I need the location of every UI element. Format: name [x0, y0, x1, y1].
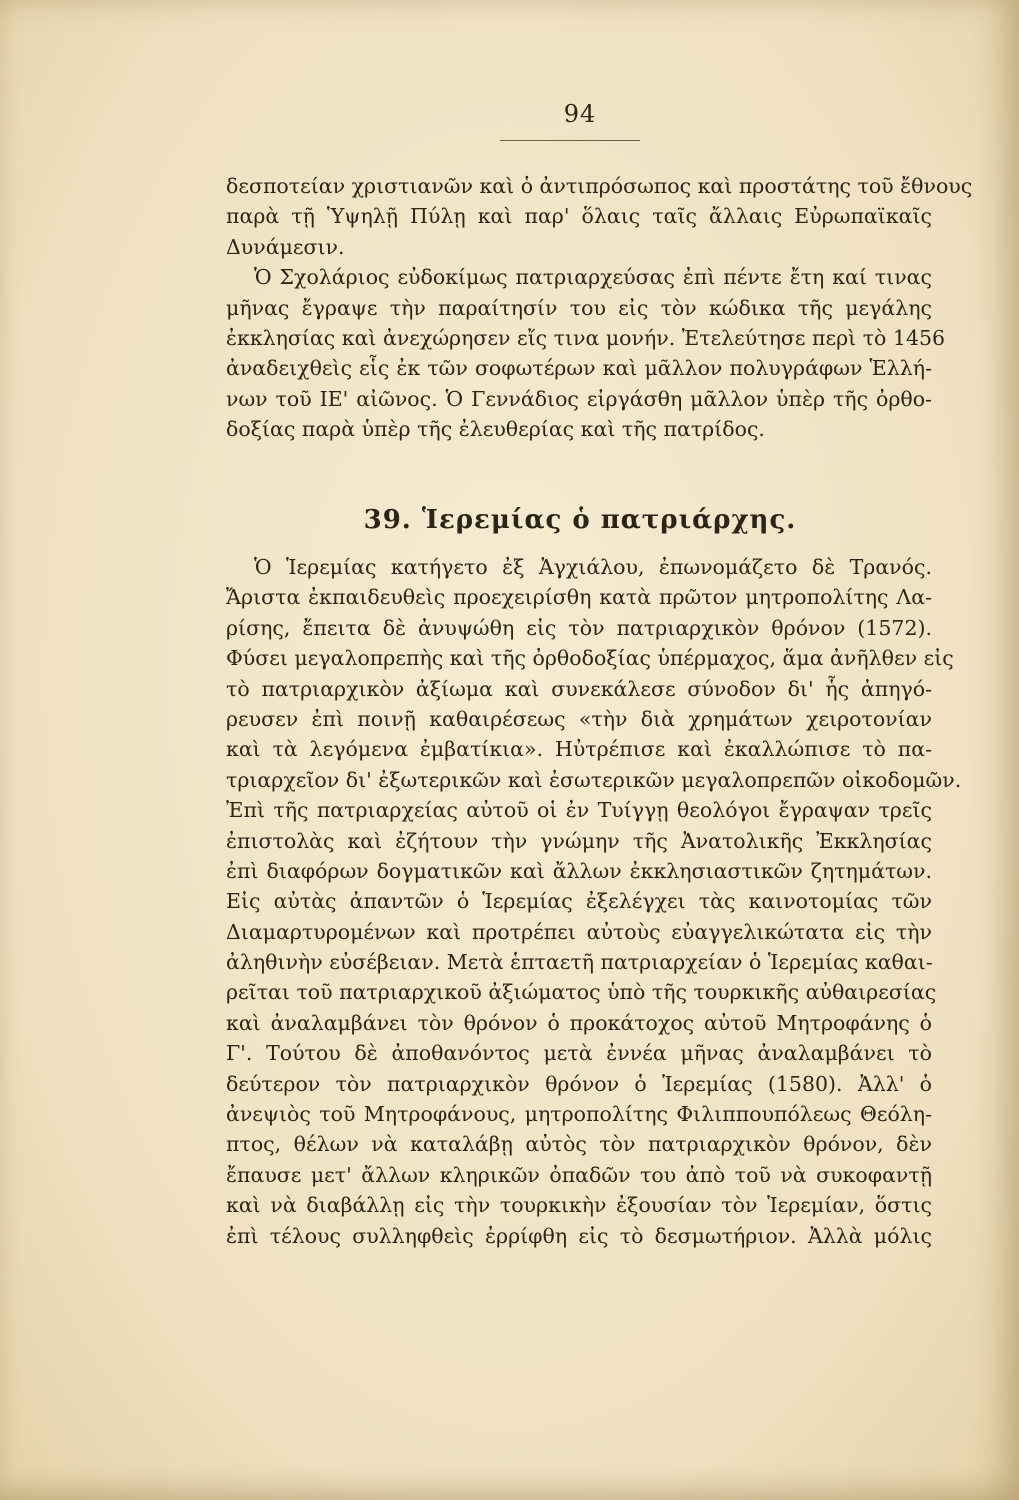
text-line: Φύσει μεγαλοπρεπὴς καὶ τῆς ὀρθοδοξίας ὑπέρμαχος, ἅμα ἀνῆλθεν εἰς [226, 646, 954, 671]
text-line: τριαρχεῖον δι' ἐξωτερικῶν καὶ ἐσωτερικῶν μεγαλοπρεπῶν οἰκοδομῶν. [226, 767, 962, 792]
text-line: Ἐπὶ τῆς πατριαρχείας αὐτοῦ οἱ ἐν Τυίγγῃ θεολόγοι ἔγραψαν τρεῖς [226, 798, 932, 823]
text-line: ἔπαυσε μετ' ἄλλων κληρικῶν ὀπαδῶν του ἀπὸ τοῦ νὰ συκοφαντῇ [226, 1162, 932, 1187]
text-line: ἐκκλησίας καὶ ἀνεχώρησεν εἴς τινα μονήν. Ἐτελεύτησε περὶ τὸ 1456 [226, 325, 946, 350]
text-line: δεσποτείαν χριστιανῶν καὶ ὁ ἀντιπρόσωπος καὶ προστάτης τοῦ ἔθνους [226, 174, 973, 198]
text-line: Ὁ Σχολάριος εὐδοκίμως πατριαρχεύσας ἐπὶ πέντε ἔτη καί τινας [254, 265, 932, 290]
text-line: ἐπὶ τέλους συλληφθεὶς ἐρρίφθη εἰς τὸ δεσμωτήριον. Ἀλλὰ μόλις [226, 1223, 932, 1248]
text-line: ἀναδειχθεὶς εἷς ἐκ τῶν σοφωτέρων καὶ μᾶλλον πολυγράφων Ἑλλή- [226, 356, 932, 381]
text-line: καὶ νὰ διαβάλλῃ εἰς τὴν τουρκικὴν ἐξουσίαν τὸν Ἱερεμίαν, ὅστις [226, 1193, 932, 1218]
text-line: καὶ τὰ λεγόμενα ἐμβατίκια». Ηὐτρέπισε καὶ ἐκαλλώπισε τὸ πα- [226, 737, 932, 762]
section-two-text [226, 552, 962, 1251]
text-line: ρευσεν ἐπὶ ποινῇ καθαιρέσεως «τὴν διὰ χρημάτων χειροτονίαν [226, 706, 932, 731]
text-line: δεύτερον τὸν πατριαρχικὸν θρόνον ὁ Ἱερεμίας (1580). Ἀλλ' ὁ [226, 1071, 932, 1096]
text-line: Δυνάμεσιν. [226, 234, 345, 259]
text-line: καὶ ἀναλαμβάνει τὸν θρόνον ὁ προκάτοχος αὐτοῦ Μητροφάνης ὁ [226, 1010, 932, 1035]
text-line: νων τοῦ ΙΕ' αἰῶνος. Ὁ Γεννάδιος εἰργάσθη μᾶλλον ὑπὲρ τῆς ὀρθο- [226, 386, 932, 411]
text-line: Ὁ Ἱερεμίας κατήγετο ἐξ Ἀγχιάλου, ἐπωνομάζετο δὲ Τρανός. [254, 555, 932, 579]
text-line: ἀνεψιὸς τοῦ Μητροφάνους, μητροπολίτης Φιλιππουπόλεως Θεόλη- [226, 1102, 932, 1127]
text-line: ἐπὶ διαφόρων δογματικῶν καὶ ἄλλων ἐκκλησιαστικῶν ζητημάτων. [226, 858, 932, 883]
text-line: ρεῖται τοῦ πατριαρχικοῦ ἀξιώματος ὑπὸ τῆς τουρκικῆς αὐθαιρεσίας [226, 980, 937, 1005]
text-line: Εἰς αὐτὰς ἀπαντῶν ὁ Ἱερεμίας ἐξελέγχει τὰς καινοτομίας τῶν [226, 889, 932, 914]
text-line: Γ'. Τούτου δὲ ἀποθανόντος μετὰ ἐννέα μῆνας ἀναλαμβάνει τὸ [226, 1041, 932, 1066]
text-line: ἀληθινὴν εὐσέβειαν. Μετὰ ἑπταετῆ πατριαρχείαν ὁ Ἱερεμίας καθαι- [226, 950, 933, 975]
text-line: ἐπιστολὰς καὶ ἐζήτουν τὴν γνώμην τῆς Ἀνατολικῆς Ἐκκλησίας [226, 828, 932, 853]
text-line: δοξίας παρὰ ὑπὲρ τῆς ἐλευθερίας καὶ τῆς πατρίδος. [226, 417, 765, 442]
text-line: Ἄριστα ἐκπαιδευθεὶς προεχειρίσθη κατὰ πρῶτον μητροπολίτης Λα- [226, 585, 932, 610]
section-heading: 39. Ἱερεμίας ὁ πατριάρχης. [363, 505, 797, 535]
text-line: τὸ πατριαρχικὸν ἀξίωμα καὶ συνεκάλεσε σύνοδον δι' ἧς ἀπηγό- [226, 676, 932, 701]
text-line: παρὰ τῇ Ὑψηλῇ Πύλῃ καὶ παρ' ὅλαις ταῖς ἄλλαις Εὐρωπαϊκαῖς [226, 204, 932, 229]
text-line: Διαμαρτυρομένων καὶ προτρέπει αὐτοὺς εὐαγγελικώτατα εἰς τὴν [226, 919, 932, 944]
page-number-rule [500, 140, 640, 141]
text-line: μῆνας ἔγραψε τὴν παραίτησίν του εἰς τὸν κώδικα τῆς μεγάλης [226, 295, 932, 320]
page-number: 94 [563, 100, 597, 128]
text-line: πτος, θέλων νὰ καταλάβῃ αὐτὸς τὸν πατριαρχικὸν θρόνον, δὲν [226, 1132, 932, 1157]
text-line: ρίσης, ἔπειτα δὲ ἀνυψώθη εἰς τὸν πατριαρχικὸν θρόνον (1572). [226, 615, 932, 640]
section-one-text [226, 171, 973, 445]
